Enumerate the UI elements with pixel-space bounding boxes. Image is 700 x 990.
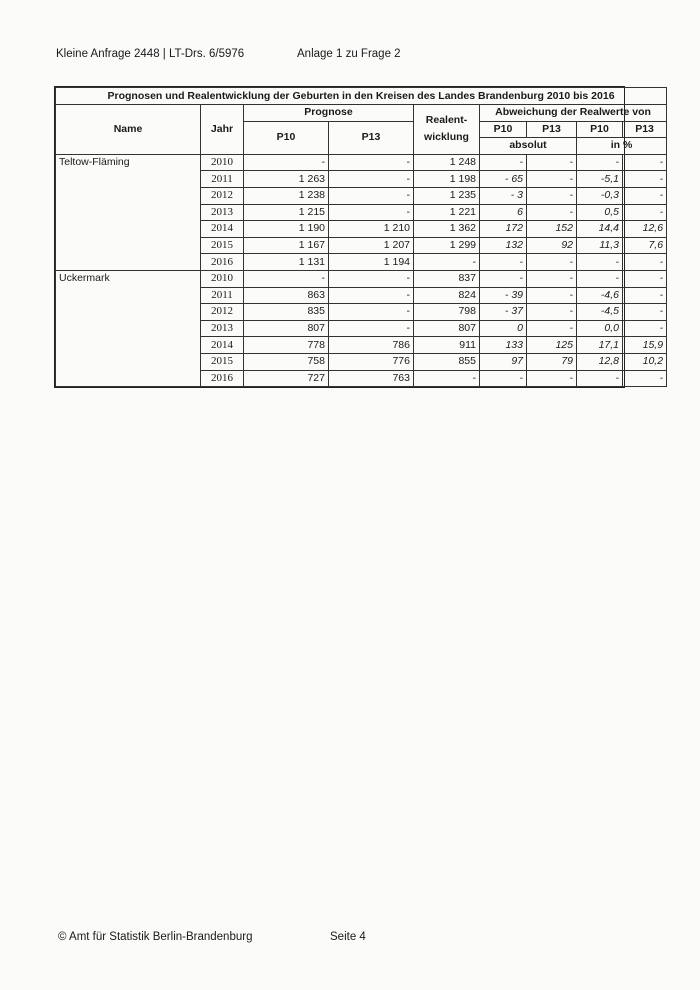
cell-prognose-p10: 1 238 bbox=[244, 187, 329, 204]
cell-abs-p13: 92 bbox=[527, 237, 577, 254]
cell-prognose-p13: 1 207 bbox=[329, 237, 414, 254]
cell-pct-p13: - bbox=[623, 370, 667, 387]
header-abs-p13: P13 bbox=[527, 121, 577, 138]
cell-year: 2010 bbox=[201, 270, 244, 287]
cell-year: 2014 bbox=[201, 337, 244, 354]
cell-prognose-p10: 1 215 bbox=[244, 204, 329, 221]
cell-year: 2016 bbox=[201, 370, 244, 387]
cell-year: 2014 bbox=[201, 221, 244, 238]
table-body bbox=[56, 154, 667, 386]
cell-prognose-p13: - bbox=[329, 304, 414, 321]
table-row bbox=[56, 154, 667, 171]
annex-label: Anlage 1 zu Frage 2 bbox=[297, 48, 401, 60]
cell-abs-p13: 152 bbox=[527, 221, 577, 238]
cell-prognose-p10: 778 bbox=[244, 337, 329, 354]
cell-abs-p10: - 3 bbox=[480, 187, 527, 204]
cell-prognose-p13: 1 194 bbox=[329, 254, 414, 271]
cell-abs-p10: 6 bbox=[480, 204, 527, 221]
cell-abs-p13: 125 bbox=[527, 337, 577, 354]
header-prognose-p10: P10 bbox=[244, 121, 329, 154]
cell-abs-p13: - bbox=[527, 254, 577, 271]
cell-pct-p13: - bbox=[623, 270, 667, 287]
cell-prognose-p13: - bbox=[329, 204, 414, 221]
cell-pct-p10: - bbox=[577, 254, 623, 271]
cell-prognose-p13: - bbox=[329, 287, 414, 304]
cell-pct-p10: 17,1 bbox=[577, 337, 623, 354]
cell-realentwicklung: 807 bbox=[414, 320, 480, 337]
cell-pct-p13: 12,6 bbox=[623, 221, 667, 238]
table-title: Prognosen und Realentwicklung der Geburten in den Kreisen des Landes Brandenburg 2010 bis 2016 bbox=[56, 88, 667, 105]
cell-prognose-p13: - bbox=[329, 320, 414, 337]
cell-pct-p10: 12,8 bbox=[577, 353, 623, 370]
district-name: Teltow-Fläming bbox=[56, 154, 201, 270]
cell-abs-p10: - 65 bbox=[480, 171, 527, 188]
cell-abs-p10: 97 bbox=[480, 353, 527, 370]
cell-prognose-p10: 807 bbox=[244, 320, 329, 337]
header-year: Jahr bbox=[201, 105, 244, 155]
cell-abs-p10: - bbox=[480, 370, 527, 387]
cell-realentwicklung: 911 bbox=[414, 337, 480, 354]
cell-prognose-p10: - bbox=[244, 270, 329, 287]
district-name: Uckermark bbox=[56, 270, 201, 386]
cell-realentwicklung: 1 221 bbox=[414, 204, 480, 221]
cell-prognose-p10: - bbox=[244, 154, 329, 171]
cell-abs-p13: - bbox=[527, 204, 577, 221]
cell-abs-p10: 0 bbox=[480, 320, 527, 337]
cell-abs-p10: - 39 bbox=[480, 287, 527, 304]
cell-abs-p13: - bbox=[527, 171, 577, 188]
cell-prognose-p10: 863 bbox=[244, 287, 329, 304]
cell-pct-p13: - bbox=[623, 304, 667, 321]
footer-copyright: © Amt für Statistik Berlin-Brandenburg bbox=[58, 931, 253, 943]
table-row bbox=[56, 270, 667, 287]
cell-year: 2013 bbox=[201, 320, 244, 337]
cell-pct-p13: - bbox=[623, 254, 667, 271]
header-realentwicklung: Realent- wicklung bbox=[414, 105, 480, 155]
cell-prognose-p13: 763 bbox=[329, 370, 414, 387]
cell-pct-p13: - bbox=[623, 187, 667, 204]
cell-pct-p13: 7,6 bbox=[623, 237, 667, 254]
cell-pct-p10: -5,1 bbox=[577, 171, 623, 188]
cell-pct-p10: 14,4 bbox=[577, 221, 623, 238]
cell-realentwicklung: 824 bbox=[414, 287, 480, 304]
cell-abs-p10: - bbox=[480, 154, 527, 171]
cell-realentwicklung: 837 bbox=[414, 270, 480, 287]
cell-prognose-p10: 727 bbox=[244, 370, 329, 387]
cell-prognose-p10: 1 167 bbox=[244, 237, 329, 254]
cell-abs-p13: - bbox=[527, 320, 577, 337]
cell-pct-p10: -4,5 bbox=[577, 304, 623, 321]
header-in-percent: in % bbox=[577, 138, 667, 155]
cell-pct-p10: -0,3 bbox=[577, 187, 623, 204]
header-abweichung: Abweichung der Realwerte von bbox=[480, 105, 667, 122]
cell-realentwicklung: 1 198 bbox=[414, 171, 480, 188]
cell-year: 2012 bbox=[201, 187, 244, 204]
cell-realentwicklung: 1 235 bbox=[414, 187, 480, 204]
cell-abs-p10: 132 bbox=[480, 237, 527, 254]
document-reference: Kleine Anfrage 2448 | LT-Drs. 6/5976 bbox=[56, 48, 245, 60]
cell-prognose-p13: 1 210 bbox=[329, 221, 414, 238]
cell-prognose-p13: 786 bbox=[329, 337, 414, 354]
cell-abs-p10: 133 bbox=[480, 337, 527, 354]
cell-prognose-p10: 1 263 bbox=[244, 171, 329, 188]
cell-year: 2016 bbox=[201, 254, 244, 271]
cell-year: 2013 bbox=[201, 204, 244, 221]
cell-pct-p13: - bbox=[623, 171, 667, 188]
cell-pct-p10: 0,0 bbox=[577, 320, 623, 337]
cell-year: 2011 bbox=[201, 287, 244, 304]
cell-prognose-p13: - bbox=[329, 270, 414, 287]
cell-realentwicklung: 798 bbox=[414, 304, 480, 321]
cell-abs-p13: - bbox=[527, 270, 577, 287]
cell-prognose-p10: 758 bbox=[244, 353, 329, 370]
cell-abs-p13: - bbox=[527, 154, 577, 171]
cell-prognose-p10: 1 190 bbox=[244, 221, 329, 238]
cell-pct-p13: - bbox=[623, 204, 667, 221]
cell-pct-p13: 10,2 bbox=[623, 353, 667, 370]
cell-prognose-p13: - bbox=[329, 171, 414, 188]
cell-prognose-p13: 776 bbox=[329, 353, 414, 370]
cell-pct-p10: - bbox=[577, 154, 623, 171]
cell-prognose-p13: - bbox=[329, 154, 414, 171]
header-absolut: absolut bbox=[480, 138, 577, 155]
cell-abs-p13: 79 bbox=[527, 353, 577, 370]
cell-realentwicklung: 855 bbox=[414, 353, 480, 370]
footer-page-number: Seite 4 bbox=[330, 931, 366, 943]
header-abs-p10: P10 bbox=[480, 121, 527, 138]
cell-pct-p13: - bbox=[623, 287, 667, 304]
cell-pct-p13: 15,9 bbox=[623, 337, 667, 354]
cell-pct-p10: - bbox=[577, 270, 623, 287]
cell-abs-p10: - bbox=[480, 254, 527, 271]
cell-abs-p10: - bbox=[480, 270, 527, 287]
header-pct-p13: P13 bbox=[623, 121, 667, 138]
cell-realentwicklung: 1 362 bbox=[414, 221, 480, 238]
cell-prognose-p13: - bbox=[329, 187, 414, 204]
cell-realentwicklung: - bbox=[414, 254, 480, 271]
cell-prognose-p10: 1 131 bbox=[244, 254, 329, 271]
cell-pct-p10: 11,3 bbox=[577, 237, 623, 254]
cell-year: 2012 bbox=[201, 304, 244, 321]
cell-abs-p13: - bbox=[527, 370, 577, 387]
header-pct-p10: P10 bbox=[577, 121, 623, 138]
cell-pct-p13: - bbox=[623, 320, 667, 337]
births-data-table bbox=[55, 87, 667, 387]
cell-year: 2015 bbox=[201, 353, 244, 370]
cell-abs-p13: - bbox=[527, 187, 577, 204]
header-name: Name bbox=[56, 105, 201, 155]
header-prognose-p13: P13 bbox=[329, 121, 414, 154]
cell-abs-p13: - bbox=[527, 304, 577, 321]
cell-abs-p10: - 37 bbox=[480, 304, 527, 321]
cell-year: 2015 bbox=[201, 237, 244, 254]
document-header bbox=[56, 48, 401, 60]
cell-realentwicklung: 1 299 bbox=[414, 237, 480, 254]
cell-pct-p10: -4,6 bbox=[577, 287, 623, 304]
cell-prognose-p10: 835 bbox=[244, 304, 329, 321]
cell-year: 2011 bbox=[201, 171, 244, 188]
cell-abs-p10: 172 bbox=[480, 221, 527, 238]
cell-pct-p13: - bbox=[623, 154, 667, 171]
cell-pct-p10: - bbox=[577, 370, 623, 387]
cell-realentwicklung: - bbox=[414, 370, 480, 387]
cell-year: 2010 bbox=[201, 154, 244, 171]
header-prognose: Prognose bbox=[244, 105, 414, 122]
cell-realentwicklung: 1 248 bbox=[414, 154, 480, 171]
births-table bbox=[54, 86, 664, 388]
cell-abs-p13: - bbox=[527, 287, 577, 304]
cell-pct-p10: 0,5 bbox=[577, 204, 623, 221]
